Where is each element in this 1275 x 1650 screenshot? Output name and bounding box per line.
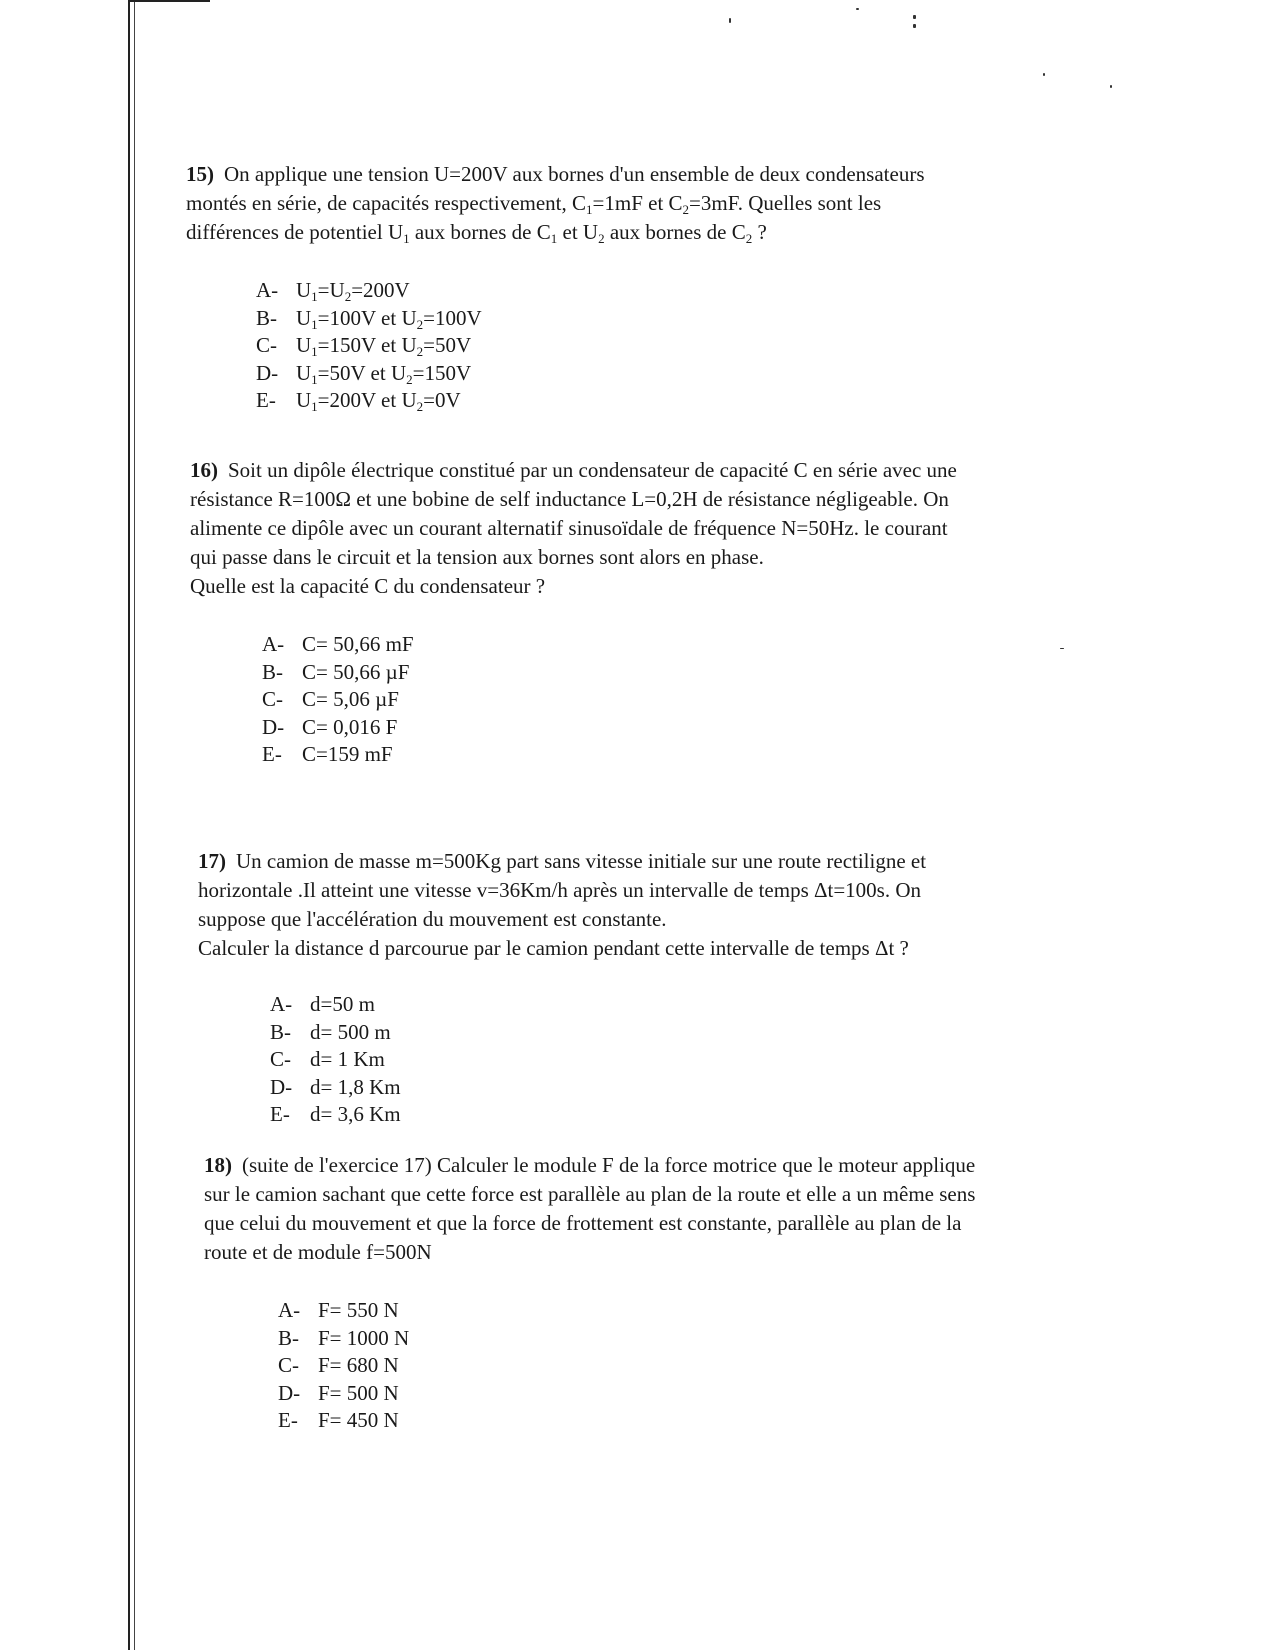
question-number: 17) (198, 849, 226, 873)
text-run: =50V (423, 333, 472, 357)
stem-line (190, 543, 1090, 572)
text-run: C= 50,66 µF (302, 659, 410, 684)
subscript: 2 (406, 371, 413, 387)
subscript: 1 (311, 289, 318, 304)
stem-line (186, 189, 1084, 218)
question-16 (190, 456, 1090, 769)
answer-option-b (256, 305, 1084, 333)
stem-line (204, 1209, 1106, 1238)
option-text (302, 714, 397, 742)
text-run: F= 680 N (318, 1353, 399, 1377)
option-letter: B- (256, 305, 277, 330)
option-letter: E- (278, 1408, 298, 1432)
option-letter: C- (270, 1047, 291, 1071)
answer-option-b (278, 1325, 1106, 1353)
text-run: C= 0,016 F (302, 714, 398, 739)
answer-option-a (256, 277, 1084, 305)
scan-margin-line-inner (134, 0, 135, 1650)
option-letter: B- (262, 659, 283, 684)
stem-line (190, 485, 1090, 514)
option-letter: A- (270, 992, 293, 1016)
text-run: suppose que l'accélération du mouvement est constante. (198, 907, 667, 931)
scan-speck (913, 24, 916, 28)
scan-speck (1110, 85, 1112, 88)
answer-option-d (262, 714, 1090, 742)
text-run: aux bornes de C (409, 220, 551, 244)
option-letter: E- (262, 742, 282, 766)
text-run: U (296, 388, 312, 412)
option-text (310, 991, 375, 1019)
answer-option-e (278, 1407, 1106, 1435)
answer-option-a (270, 991, 1098, 1019)
subscript: 2 (344, 289, 352, 304)
subscript: 2 (416, 399, 424, 414)
text-run: horizontale .Il atteint une vitesse v=36Km/h après un intervalle de temps Δt=100s. On (198, 878, 922, 902)
option-letter: D- (256, 360, 279, 385)
text-run: F= 450 N (318, 1408, 399, 1432)
option-text (302, 631, 414, 659)
text-run: d= 1 Km (310, 1047, 385, 1071)
option-text (318, 1407, 399, 1435)
answer-option-c (262, 686, 1090, 714)
text-run: U (296, 278, 312, 302)
text-run: qui passe dans le circuit et la tension aux bornes sont alors en phase. (190, 545, 764, 569)
question-number: 18) (204, 1153, 232, 1177)
scan-speck (729, 18, 731, 23)
stem-line (204, 1180, 1106, 1209)
answer-option-d (270, 1074, 1098, 1102)
text-run: d= 3,6 Km (310, 1102, 401, 1126)
option-text (296, 305, 482, 333)
text-run: U (296, 305, 312, 330)
question-18 (204, 1151, 1106, 1435)
scan-speck (1043, 73, 1045, 76)
question-15 (186, 160, 1084, 415)
subscript: 2 (416, 316, 424, 332)
text-run: Un camion de masse m=500Kg part sans vitesse initiale sur une route rectiligne et (236, 849, 927, 873)
answer-options (256, 277, 1084, 415)
option-text (296, 360, 471, 388)
option-letter: E- (270, 1102, 290, 1126)
option-text (318, 1380, 399, 1408)
option-text (302, 659, 409, 687)
text-run: =3mF. Quelles sont les (689, 191, 882, 215)
text-run: d= 1,8 Km (310, 1074, 401, 1099)
text-run: d=50 m (310, 992, 375, 1016)
answer-options (262, 631, 1090, 769)
text-run: alimente ce dipôle avec un courant alternatif sinusoïdale de fréquence N=50Hz. le courant (190, 516, 948, 540)
option-letter: C- (256, 333, 277, 357)
text-run: =200V et U (317, 388, 417, 412)
text-run: montés en série, de capacités respectivement, C (186, 191, 587, 215)
subscript: 1 (550, 231, 558, 246)
subscript: 2 (416, 344, 424, 359)
option-text (310, 1019, 391, 1047)
option-text (318, 1352, 399, 1380)
text-run: =150V et U (317, 333, 417, 357)
text-run: F= 1000 N (318, 1325, 410, 1350)
stem-line (198, 876, 1098, 905)
option-text (296, 277, 410, 305)
text-run: U (296, 333, 312, 357)
text-run: C=159 mF (302, 742, 393, 766)
option-letter: D- (278, 1380, 301, 1405)
subscript: 1 (311, 344, 318, 359)
answer-option-e (262, 741, 1090, 769)
text-run: F= 550 N (318, 1298, 399, 1322)
answer-option-a (262, 631, 1090, 659)
answer-option-a (278, 1297, 1106, 1325)
text-run: =U (317, 278, 345, 302)
answer-options (278, 1297, 1106, 1435)
text-run: =1mF et C (592, 191, 683, 215)
question-number: 15) (186, 162, 214, 186)
option-text (310, 1101, 401, 1129)
text-run: F= 500 N (318, 1380, 399, 1405)
subscript: 2 (682, 202, 690, 217)
answer-options (270, 991, 1098, 1129)
text-run: (suite de l'exercice 17) Calculer le module F de la force motrice que le moteur applique (242, 1153, 976, 1177)
option-letter: E- (256, 388, 276, 412)
text-run: différences de potentiel U (186, 220, 404, 244)
scan-margin-line (128, 0, 130, 1650)
option-letter: B- (270, 1019, 291, 1044)
subscript: 1 (311, 371, 318, 387)
stem-line (204, 1151, 1106, 1180)
text-run: =100V et U (317, 305, 417, 330)
text-run: d= 500 m (310, 1019, 391, 1044)
answer-option-b (262, 659, 1090, 687)
subscript: 2 (598, 231, 605, 246)
text-run: On applique une tension U=200V aux bornes d'un ensemble de deux condensateurs (224, 162, 925, 186)
question-17 (198, 847, 1098, 1129)
option-letter: D- (262, 714, 285, 739)
option-text (318, 1297, 399, 1325)
stem-line (198, 847, 1098, 876)
text-run: Quelle est la capacité C du condensateur ? (190, 574, 546, 598)
text-run: C= 5,06 µF (302, 687, 399, 711)
text-run: =0V (423, 388, 461, 412)
answer-option-c (278, 1352, 1106, 1380)
question-stem (186, 160, 1084, 247)
stem-line (190, 514, 1090, 543)
option-letter: A- (278, 1298, 301, 1322)
text-run: =100V (423, 305, 482, 330)
answer-option-e (270, 1101, 1098, 1129)
subscript: 1 (586, 202, 593, 217)
subscript: 1 (311, 399, 318, 414)
subscript: 1 (311, 316, 318, 332)
text-run: C= 50,66 mF (302, 632, 414, 656)
option-letter: B- (278, 1325, 299, 1350)
text-run: et U (557, 220, 599, 244)
text-run: ? (752, 220, 767, 244)
text-run: route et de module f=500N (204, 1240, 432, 1264)
option-text (310, 1046, 385, 1074)
text-run: Soit un dipôle électrique constitué par un condensateur de capacité C en série avec une (228, 458, 957, 482)
option-letter: A- (262, 632, 285, 656)
stem-line (190, 572, 1090, 601)
option-letter: C- (278, 1353, 299, 1377)
stem-line (190, 456, 1090, 485)
stem-line (186, 218, 1084, 247)
option-letter: C- (262, 687, 283, 711)
option-text (318, 1325, 409, 1353)
question-number: 16) (190, 458, 218, 482)
text-run: sur le camion sachant que cette force est parallèle au plan de la route et elle a un même sens (204, 1182, 976, 1206)
option-text (302, 741, 393, 769)
text-run: résistance R=100Ω et une bobine de self inductance L=0,2H de résistance négligeable. On (190, 487, 949, 511)
option-text (296, 332, 471, 360)
stem-line (198, 934, 1098, 963)
option-text (296, 387, 461, 415)
stem-line (186, 160, 1084, 189)
option-text (302, 686, 399, 714)
answer-option-c (270, 1046, 1098, 1074)
option-text (310, 1074, 401, 1102)
text-run: =150V (412, 360, 472, 385)
question-stem (198, 847, 1098, 963)
scan-top-edge (130, 0, 210, 2)
subscript: 2 (745, 231, 753, 246)
answer-option-e (256, 387, 1084, 415)
answer-option-c (256, 332, 1084, 360)
scan-speck (856, 8, 859, 10)
text-run: que celui du mouvement et que la force de frottement est constante, parallèle au plan de la (204, 1211, 962, 1235)
option-letter: D- (270, 1074, 293, 1099)
text-run: =200V (351, 278, 410, 302)
answer-option-d (256, 360, 1084, 388)
text-run: U (296, 360, 312, 385)
answer-option-b (270, 1019, 1098, 1047)
option-letter: A- (256, 278, 279, 302)
text-run: aux bornes de C (604, 220, 746, 244)
stem-line (204, 1238, 1106, 1267)
text-run: Calculer la distance d parcourue par le camion pendant cette intervalle de temps Δt ? (198, 936, 909, 960)
question-stem (190, 456, 1090, 601)
answer-option-d (278, 1380, 1106, 1408)
question-stem (204, 1151, 1106, 1267)
stem-line (198, 905, 1098, 934)
subscript: 1 (403, 231, 410, 246)
text-run: =50V et U (317, 360, 407, 385)
scan-speck (913, 15, 916, 19)
